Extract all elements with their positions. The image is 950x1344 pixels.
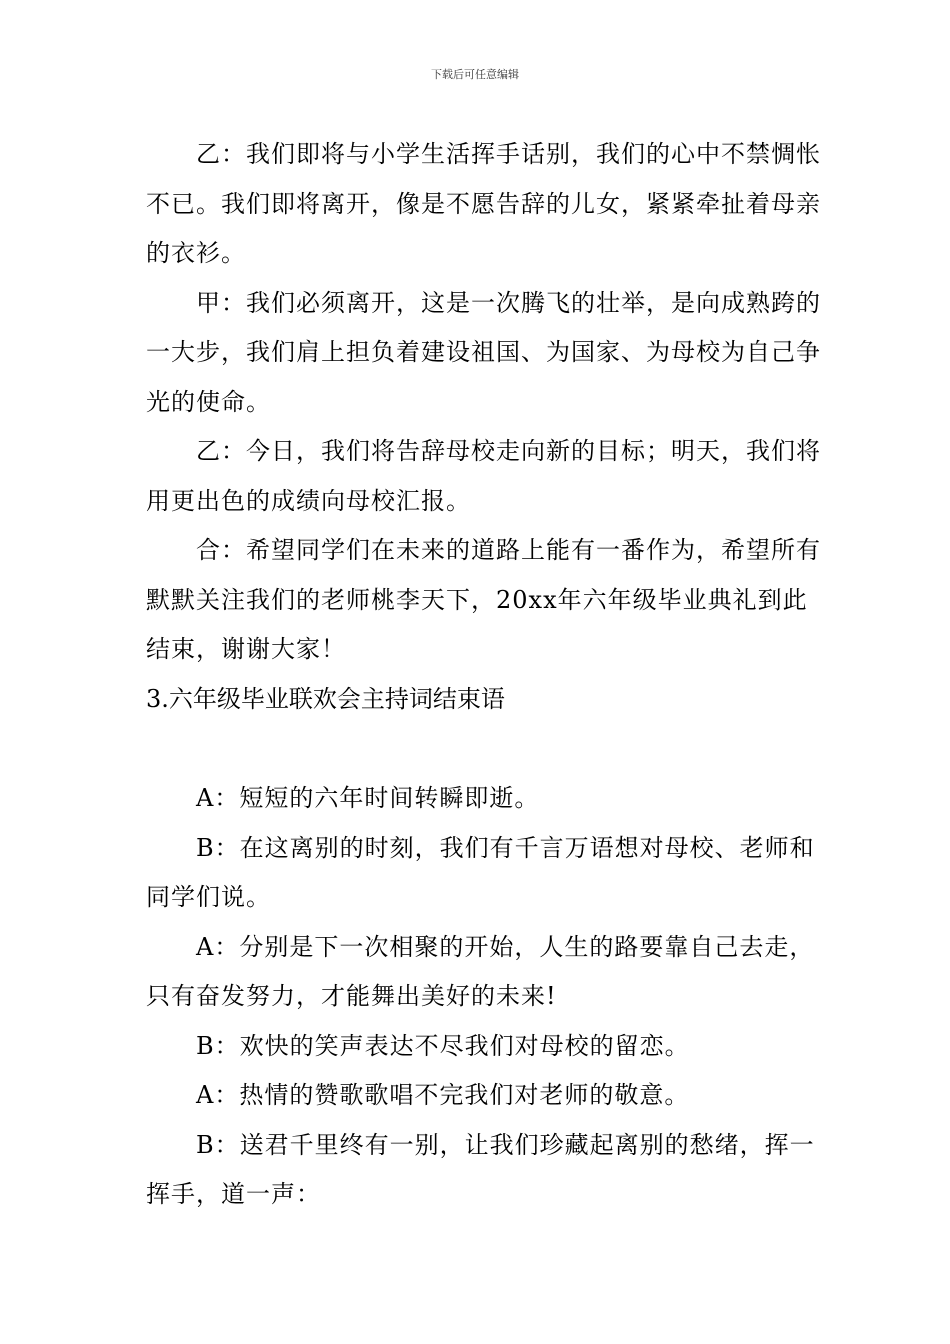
page-header: 下载后可任意编辑 xyxy=(431,68,519,81)
section-heading: 3.六年级毕业联欢会主持词结束语 xyxy=(146,684,505,713)
paragraph-a-3: A：热情的赞歌歌唱不完我们对老师的敬意。 xyxy=(196,1081,690,1109)
paragraph-he: 合：希望同学们在未来的道路上能有一番作为，希望所有默默关注我们的老师桃李天下，20xx年六年级毕业典礼到此结束，谢谢大家！ xyxy=(146,536,821,663)
blank-line xyxy=(146,724,826,774)
paragraph-jia: 甲：我们必须离开，这是一次腾飞的壮举，是向成熟跨的一大步，我们肩上担负着建设祖国、为国家、为母校为自己争光的使命。 xyxy=(146,288,821,416)
paragraph-yi-2: 乙：今日，我们将告辞母校走向新的目标；明天，我们将用更出色的成绩向母校汇报。 xyxy=(146,437,821,515)
document-body xyxy=(146,130,826,1220)
paragraph-yi-1: 乙：我们即将与小学生活挥手话别，我们的心中不禁惆怅不已。我们即将离开，像是不愿告辞的儿女，紧紧牵扯着母亲的衣衫。 xyxy=(146,140,821,267)
paragraph-b-1: B：在这离别的时刻，我们有千言万语想对母校、老师和同学们说。 xyxy=(146,833,815,911)
paragraph-a-2: A：分别是下一次相聚的开始，人生的路要靠自己去走，只有奋发努力，才能舞出美好的未来! xyxy=(146,932,815,1010)
paragraph-b-2: B：欢快的笑声表达不尽我们对母校的留恋。 xyxy=(196,1031,690,1060)
paragraph-a-1: A：短短的六年时间转瞬即逝。 xyxy=(196,784,540,812)
paragraph-b-3: B：送君千里终有一别，让我们珍藏起离别的愁绪，挥一挥手，道一声： xyxy=(146,1130,815,1208)
